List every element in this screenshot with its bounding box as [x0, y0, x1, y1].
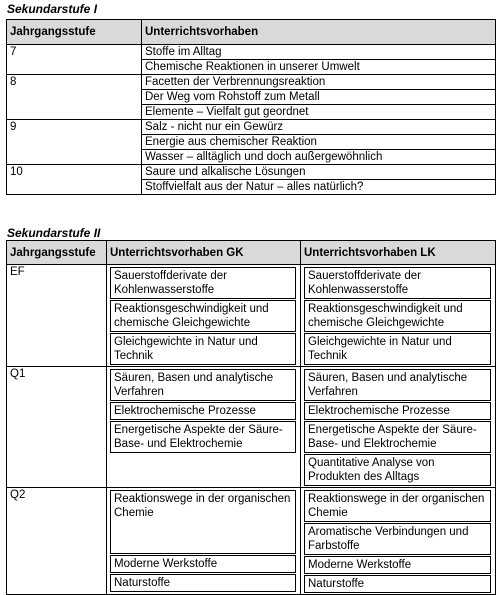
table-row: [7, 265, 496, 367]
year-cell: 7: [7, 45, 142, 75]
section-title-sek2: Sekundarstufe II: [7, 226, 101, 240]
lk-topic: Säuren, Basen und analytische Verfahren: [304, 369, 491, 401]
lk-topic: Energetische Aspekte der Säure-Base- und Elektrochemie: [304, 421, 491, 453]
gk-topic: Moderne Werkstoffe: [110, 555, 296, 573]
gk-topic: Reaktionsgeschwindigkeit und chemische Gleichgewichte: [110, 300, 296, 332]
column-header-unterrichtsvorhaben: Unterrichtsvorhaben: [142, 20, 496, 45]
year-cell: 8: [7, 75, 142, 120]
gk-topic: Säuren, Basen und analytische Verfahren: [110, 369, 296, 401]
table-row: [7, 75, 496, 90]
gk-topic: Naturstoffe: [110, 574, 296, 592]
topic-cell: Salz - nicht nur ein Gewürz: [142, 120, 496, 135]
topic-cell: Elemente – Vielfalt gut geordnet: [142, 105, 496, 120]
table-sek1: [6, 19, 496, 195]
section-title-sek1: Sekundarstufe I: [7, 2, 98, 16]
gk-cell: [107, 488, 301, 595]
year-cell: 9: [7, 120, 142, 165]
topic-cell: Energie aus chemischer Reaktion: [142, 135, 496, 150]
gk-topic: Reaktionswege in der organischen Chemie: [110, 490, 296, 554]
column-header-lk: Unterrichtsvorhaben LK: [301, 241, 496, 265]
gk-topic: Energetische Aspekte der Säure-Base- und Elektrochemie: [110, 421, 296, 453]
lk-cell: [301, 367, 496, 488]
lk-topic: Gleichgewichte in Natur und Technik: [304, 333, 491, 365]
gk-topic: Sauerstoffderivate der Kohlenwasserstoffe: [110, 267, 296, 299]
column-header-jahrgangsstufe: Jahrgangsstufe: [7, 20, 142, 45]
table-row: [7, 45, 496, 60]
year-cell: Q1: [7, 367, 107, 488]
lk-topic: Elektrochemische Prozesse: [304, 402, 491, 420]
lk-topic: Aromatische Verbindungen und Farbstoffe: [304, 523, 491, 555]
year-cell: 10: [7, 165, 142, 195]
table-row: [7, 120, 496, 135]
table-sek2: [6, 240, 496, 595]
topic-cell: Der Weg vom Rohstoff zum Metall: [142, 90, 496, 105]
topic-cell: Chemische Reaktionen in unserer Umwelt: [142, 60, 496, 75]
gk-topic: Gleichgewichte in Natur und Technik: [110, 333, 296, 365]
year-cell: Q2: [7, 488, 107, 595]
column-header-gk: Unterrichtsvorhaben GK: [107, 241, 301, 265]
lk-topic: Reaktionsgeschwindigkeit und chemische Gleichgewichte: [304, 300, 491, 332]
topic-cell: Facetten der Verbrennungsreaktion: [142, 75, 496, 90]
lk-topic: Naturstoffe: [304, 575, 491, 593]
topic-cell: Saure und alkalische Lösungen: [142, 165, 496, 180]
table-row: [7, 367, 496, 488]
gk-cell: [107, 367, 301, 488]
gk-topic: Elektrochemische Prozesse: [110, 402, 296, 420]
table-row: [7, 488, 496, 595]
topic-cell: Stoffvielfalt aus der Natur – alles natürlich?: [142, 180, 496, 195]
topic-cell: Stoffe im Alltag: [142, 45, 496, 60]
table-header-row: [7, 241, 496, 265]
table-header-row: [7, 20, 496, 45]
lk-topic: Quantitative Analyse von Produkten des Alltags: [304, 454, 491, 486]
column-header-jahrgangsstufe: Jahrgangsstufe: [7, 241, 107, 265]
year-cell: EF: [7, 265, 107, 367]
lk-topic: Moderne Werkstoffe: [304, 556, 491, 574]
table-row: [7, 165, 496, 180]
topic-cell: Wasser – alltäglich und doch außergewöhnlich: [142, 150, 496, 165]
lk-cell: [301, 265, 496, 367]
lk-topic: Reaktionswege in der organischen Chemie: [304, 490, 491, 522]
lk-cell: [301, 488, 496, 595]
gk-cell: [107, 265, 301, 367]
lk-topic: Sauerstoffderivate der Kohlenwasserstoffe: [304, 267, 491, 299]
